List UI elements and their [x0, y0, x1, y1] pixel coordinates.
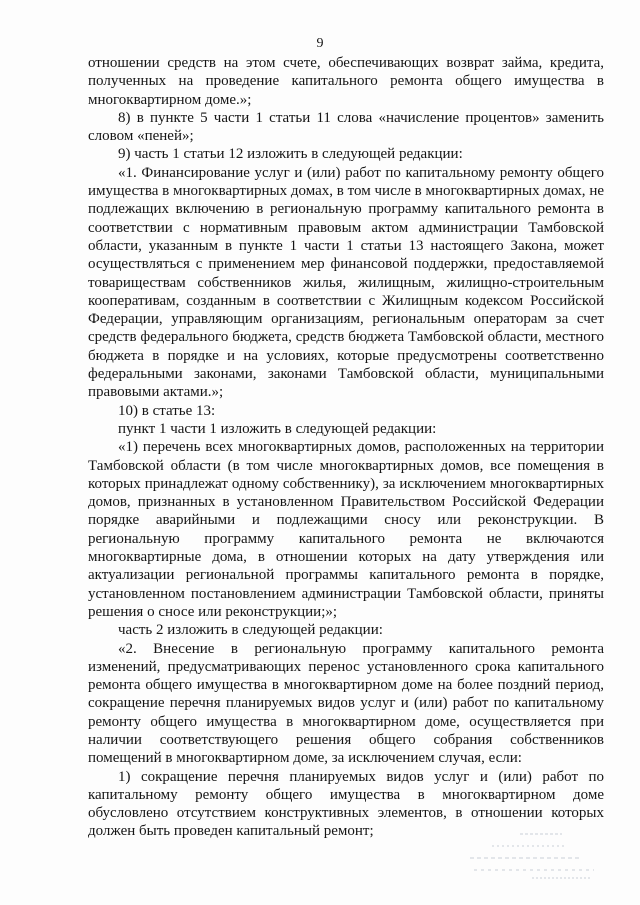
- paragraph-point-1-intro: пункт 1 части 1 изложить в следующей редакции:: [118, 420, 437, 437]
- page-number: 9: [316, 36, 324, 51]
- paragraph-part-2-text: «2. Внесение в региональную программу капитального ремонта изменений, предусматривающих перенос установленного срока капитального ремонта общего имущества в многоквартирном доме на более поздний период, сокращение перечня планируемых видов услуг и (или) работ по капитальному ремонту общего имущества в многоквартирном доме, осуществляется при наличии соответствующего решения общего собрания собственников помещений в многоквартирном доме, за исключением случая, если:: [88, 640, 604, 767]
- paragraph-item-10: 10) в статье 13:: [118, 402, 216, 419]
- faded-stamp: [462, 826, 602, 882]
- paragraph-article-12-text: «1. Финансирование услуг и (или) работ по капитальному ремонту общего имущества в многоквартирных домах, в том числе в многоквартирных домах, не подлежащих включению в региональную программу капитального ремонта в соответствии с нормативным правовым актом администрации Тамбовской области, указанным в пункте 1 части 1 статьи 13 настоящего Закона, может осуществляться с применением мер финансовой поддержки, предоставляемой товариществам собственников жилья, жилищным, жилищно-строительным кооперативам, созданным в соответствии с Жилищным кодексом Российской Федерации, управляющим организациям, региональным операторам за счет средств федерального бюджета, средств бюджета Тамбовской области, местного бюджета в порядке и на условиях, которые предусмотрены соответственно федеральными законами, законами Тамбовской области, муниципальными правовыми актами.»;: [88, 164, 604, 401]
- paragraph-item-9: 9) часть 1 статьи 12 изложить в следующей редакции:: [118, 146, 463, 163]
- paragraph-item-8: 8) в пункте 5 части 1 статьи 11 слова «начисление процентов» заменить словом «пеней»;: [88, 109, 604, 145]
- paragraph-point-1-text: «1) перечень всех многоквартирных домов, расположенных на территории Тамбовской области (в том числе многоквартирных домов, все помещения в которых принадлежат одному собственнику), за исключением многоквартирных домов, признанных в установленном Правительством Российской Федерации порядке аварийными и подлежащими сносу или реконструкции. В региональную программу капитального ремонта не включаются многоквартирные дома, в отношении которых на дату утверждения или актуализации региональной программы капитального ремонта в порядке, установленном постановлением администрации Тамбовской области, приняты решения о сносе или реконструкции;»;: [88, 439, 604, 620]
- paragraph-part-2-intro: часть 2 изложить в следующей редакции:: [118, 622, 383, 639]
- paragraph-continuation: отношении средств на этом счете, обеспечивающих возврат займа, кредита, полученных на проведение капитального ремонта общего имущества в многоквартирном доме.»;: [88, 55, 604, 108]
- document-body: [88, 54, 604, 841]
- paragraph-subitem-1: 1) сокращение перечня планируемых видов услуг и (или) работ по капитальному ремонту общего имущества в многоквартирном доме обусловлено отсутствием конструктивных элементов, в отношении которых должен быть проведен капитальный ремонт;: [88, 768, 604, 840]
